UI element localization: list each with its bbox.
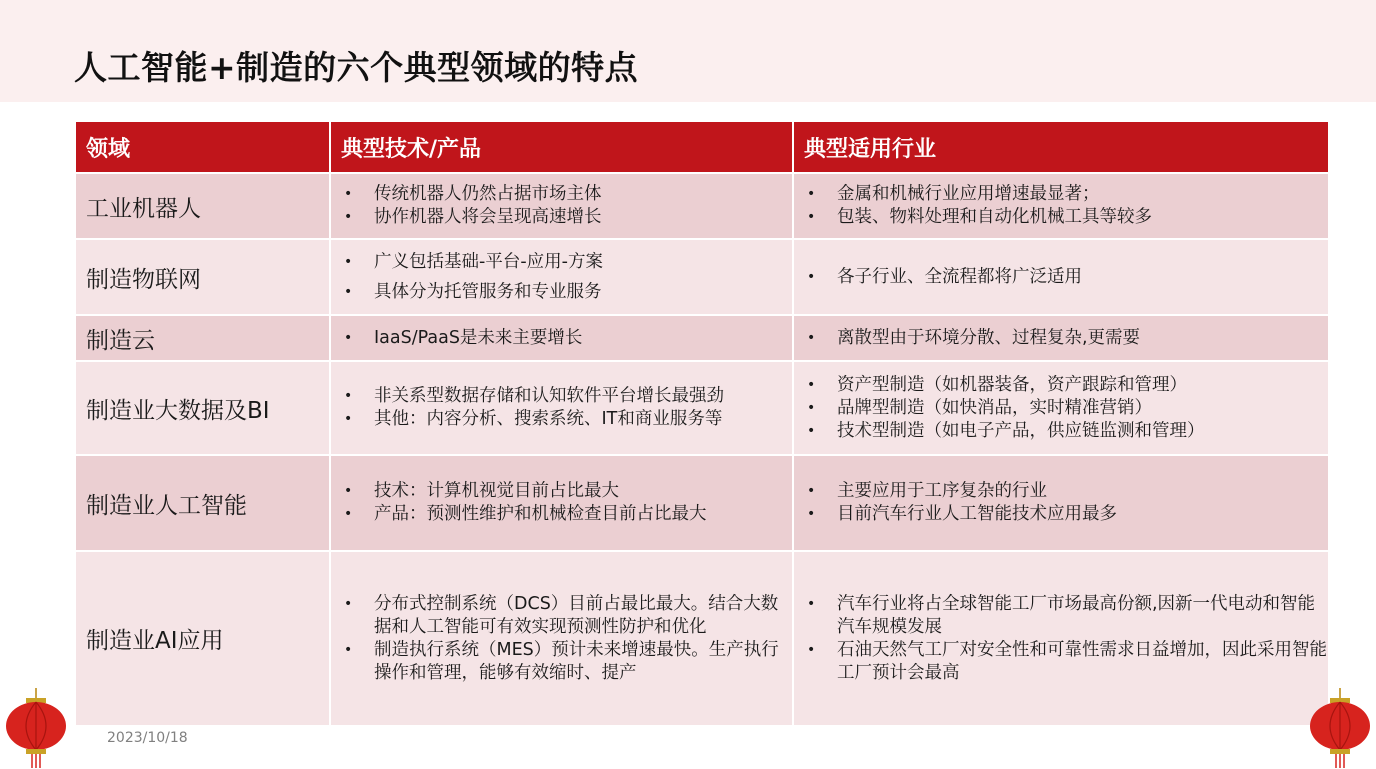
row-tech (330, 551, 793, 726)
row-industry (793, 455, 1329, 551)
tech-item: • 技术：计算机视觉目前占比最大 (344, 480, 791, 503)
lantern-icon (1304, 688, 1376, 769)
tech-item: • IaaS/PaaS是未来主要增长 (344, 327, 791, 350)
feature-table (74, 120, 1330, 727)
lantern-icon (0, 688, 72, 769)
row-tech (330, 315, 793, 361)
row-domain: 制造业人工智能 (75, 455, 330, 551)
row-industry (793, 315, 1329, 361)
row-domain: 制造业大数据及BI (75, 361, 330, 455)
industry-item: • 品牌型制造（如快消品，实时精准营销） (807, 397, 1327, 420)
tech-item: • 分布式控制系统（DCS）目前占最比最大。结合大数据和人工智能可有效实现预测性防护和优化 (344, 593, 791, 639)
table-row (75, 239, 1329, 315)
row-domain: 制造云 (75, 315, 330, 361)
row-industry (793, 551, 1329, 726)
industry-item: • 金属和机械行业应用增速最显著； (807, 183, 1327, 206)
tech-item: • 非关系型数据存储和认知软件平台增长最强劲 (344, 385, 791, 408)
table-header-row (75, 121, 1329, 173)
row-tech (330, 239, 793, 315)
row-tech (330, 173, 793, 239)
tech-item: • 产品：预测性维护和机械检查目前占比最大 (344, 503, 791, 526)
row-domain: 制造物联网 (75, 239, 330, 315)
header-domain: 领域 (75, 121, 330, 173)
industry-item: • 汽车行业将占全球智能工厂市场最高份额,因新一代电动和智能汽车规模发展 (807, 593, 1327, 639)
industry-item: • 各子行业、全流程都将广泛适用 (807, 266, 1327, 289)
header-industry: 典型适用行业 (793, 121, 1329, 173)
page-title: 人工智能+制造的六个典型领域的特点 (74, 48, 639, 87)
industry-item: • 石油天然气工厂对安全性和可靠性需求日益增加，因此采用智能工厂预计会最高 (807, 639, 1327, 685)
row-industry (793, 173, 1329, 239)
tech-item: • 广义包括基础-平台-应用-方案 (344, 251, 791, 274)
table-row (75, 361, 1329, 455)
table-row (75, 315, 1329, 361)
row-tech (330, 455, 793, 551)
industry-item: • 离散型由于环境分散、过程复杂,更需要 (807, 327, 1327, 350)
table-row (75, 455, 1329, 551)
row-industry (793, 361, 1329, 455)
header-tech: 典型技术/产品 (330, 121, 793, 173)
industry-item: • 目前汽车行业人工智能技术应用最多 (807, 503, 1327, 526)
row-domain: 制造业AI应用 (75, 551, 330, 726)
industry-item: • 资产型制造（如机器装备，资产跟踪和管理） (807, 374, 1327, 397)
industry-item: • 技术型制造（如电子产品，供应链监测和管理） (807, 420, 1327, 443)
industry-item: • 主要应用于工序复杂的行业 (807, 480, 1327, 503)
table-row (75, 173, 1329, 239)
row-industry (793, 239, 1329, 315)
tech-item: • 其他：内容分析、搜索系统、IT和商业服务等 (344, 408, 791, 431)
industry-item: • 包装、物料处理和自动化机械工具等较多 (807, 206, 1327, 229)
tech-item: • 具体分为托管服务和专业服务 (344, 281, 791, 304)
tech-item: • 传统机器人仍然占据市场主体 (344, 183, 791, 206)
row-domain: 工业机器人 (75, 173, 330, 239)
tech-item: • 制造执行系统（MES）预计未来增速最快。生产执行操作和管理，能够有效缩时、提产 (344, 639, 791, 685)
footer-date: 2023/10/18 (107, 730, 188, 746)
row-tech (330, 361, 793, 455)
tech-item: • 协作机器人将会呈现高速增长 (344, 206, 791, 229)
table-row (75, 551, 1329, 726)
